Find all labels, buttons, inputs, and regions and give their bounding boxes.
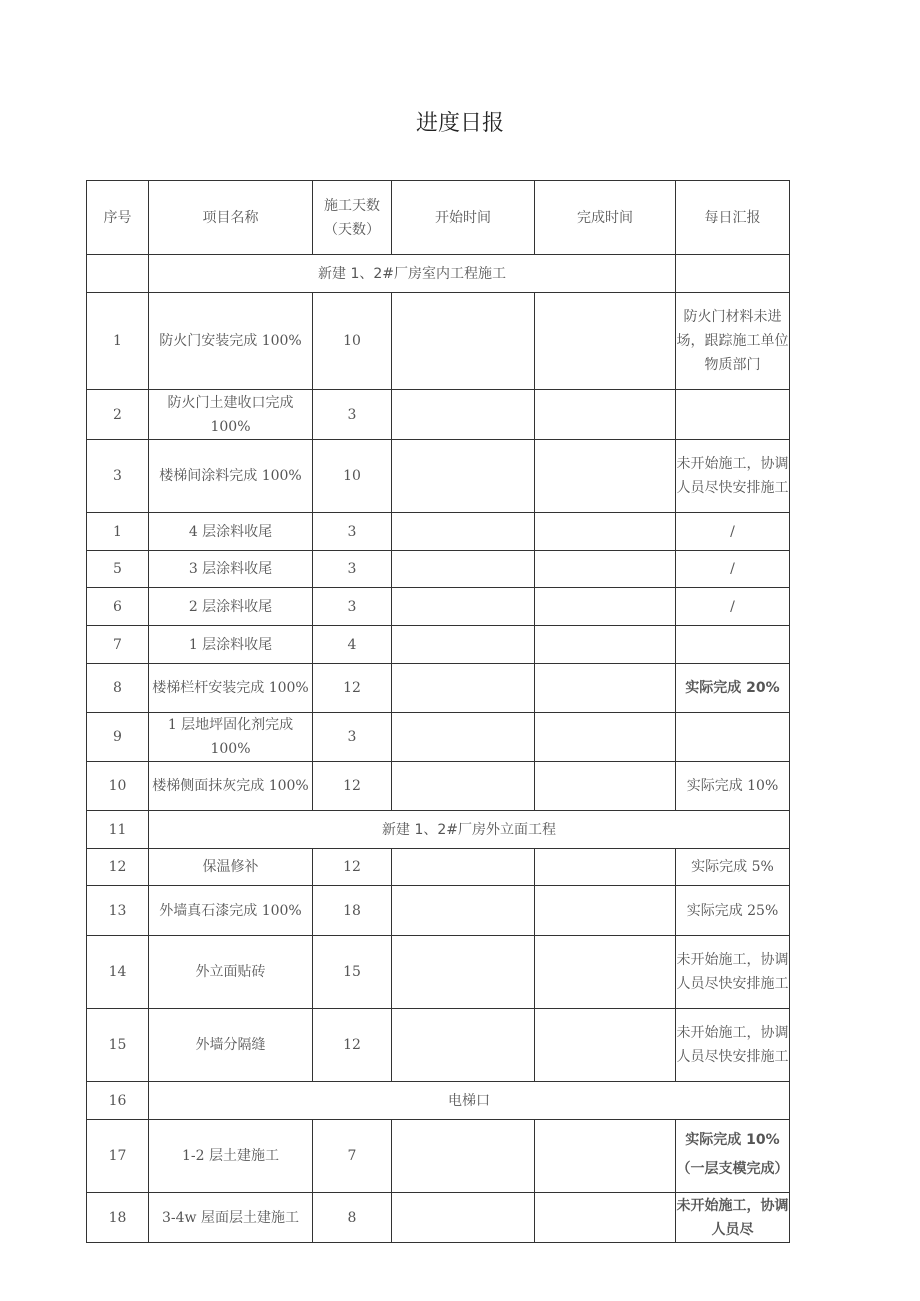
row-seq: 14 [87,936,149,1009]
header-days: 施工天数（天数） [313,181,392,255]
row-end [535,762,676,811]
table-row [87,1120,790,1193]
row-start [392,588,535,626]
row-end [535,1120,676,1193]
row-seq: 8 [87,664,149,713]
row-end [535,886,676,936]
table-row [87,1009,790,1082]
row-days: 12 [313,664,392,713]
row-report: 未开始施工，协调人员尽快安排施工 [676,936,790,1009]
row-days: 12 [313,849,392,886]
row-seq: 15 [87,1009,149,1082]
row-end [535,1009,676,1082]
table-row [87,588,790,626]
row-report: 实际完成 25% [676,886,790,936]
header-report: 每日汇报 [676,181,790,255]
row-start [392,762,535,811]
row-name: 外墙真石漆完成 100% [149,886,313,936]
header-end: 完成时间 [535,181,676,255]
row-start [392,440,535,513]
row-report: 未开始施工，协调人员尽快安排施工 [676,440,790,513]
row-seq: 7 [87,626,149,664]
row-end [535,936,676,1009]
row-report [676,713,790,762]
section-elevator: 电梯口 [149,1082,790,1120]
row-end [535,626,676,664]
row-days: 3 [313,588,392,626]
row-start [392,1120,535,1193]
row-name: 防火门土建收口完成 100% [149,390,313,440]
row-days: 10 [313,293,392,390]
header-name: 项目名称 [149,181,313,255]
row-seq: 1 [87,513,149,551]
page-title: 进度日报 [415,111,504,136]
row-name: 外墙分隔缝 [149,1009,313,1082]
row-days: 3 [313,390,392,440]
row-days: 10 [313,440,392,513]
row-seq: 1 [87,293,149,390]
row-start [392,713,535,762]
table-row [87,390,790,440]
row-start [392,513,535,551]
section-facade: 新建 1、2#厂房外立面工程 [149,811,790,849]
header-seq: 序号 [87,181,149,255]
table-row [87,849,790,886]
row-name: 防火门安装完成 100% [149,293,313,390]
row-report: / [676,588,790,626]
row-seq: 18 [87,1193,149,1243]
table-row [87,293,790,390]
row-start [392,390,535,440]
row-name: 外立面贴砖 [149,936,313,1009]
row-seq: 10 [87,762,149,811]
row-seq: 17 [87,1120,149,1193]
row-end [535,513,676,551]
table-row [87,936,790,1009]
row-report [676,1120,790,1193]
row-report [676,1193,790,1243]
row-report: 未开始施工，协调人员尽快安排施工 [676,1009,790,1082]
section-row [87,811,790,849]
progress-table [86,180,790,1243]
row-days: 4 [313,626,392,664]
table-row [87,713,790,762]
row-report: 实际完成 20% [676,664,790,713]
row-days: 3 [313,713,392,762]
row-start [392,886,535,936]
row-end [535,390,676,440]
row-name: 3-4w 屋面层土建施工 [149,1193,313,1243]
table-row [87,664,790,713]
row-report: / [676,551,790,588]
row-end [535,849,676,886]
row-start [392,936,535,1009]
row-start [392,664,535,713]
header-row [87,181,790,255]
section-row [87,255,790,293]
row-start [392,626,535,664]
row-seq: 3 [87,440,149,513]
row-name: 保温修补 [149,849,313,886]
row-days: 3 [313,513,392,551]
table-row [87,626,790,664]
row-seq: 16 [87,1082,149,1120]
header-start: 开始时间 [392,181,535,255]
row-start [392,1009,535,1082]
row-report [676,390,790,440]
table-row [87,886,790,936]
row-start [392,551,535,588]
row-end [535,1193,676,1243]
row-name: 楼梯侧面抹灰完成 100% [149,762,313,811]
row-report-text: 实际完成 10%（一层支模完成） [676,1132,789,1177]
row-start [392,1193,535,1243]
row-end [535,713,676,762]
section-indoor: 新建 1、2#厂房室内工程施工 [149,255,676,293]
row-seq: 11 [87,811,149,849]
row-report: 实际完成 10% [676,762,790,811]
row-end [535,588,676,626]
row-report: / [676,513,790,551]
row-days: 12 [313,1009,392,1082]
row-days: 3 [313,551,392,588]
row-days: 12 [313,762,392,811]
row-seq: 9 [87,713,149,762]
row-seq: 5 [87,551,149,588]
row-report [676,626,790,664]
table-row [87,440,790,513]
row-name: 1 层地坪固化剂完成 100% [149,713,313,762]
row-name: 1-2 层土建施工 [149,1120,313,1193]
row-seq: 12 [87,849,149,886]
section-row [87,1082,790,1120]
row-report: 实际完成 5% [676,849,790,886]
table-row [87,513,790,551]
row-days: 15 [313,936,392,1009]
table-row [87,551,790,588]
row-start [392,293,535,390]
row-end [535,551,676,588]
row-name: 1 层涂料收尾 [149,626,313,664]
row-days: 7 [313,1120,392,1193]
row-end [535,440,676,513]
row-name: 楼梯栏杆安装完成 100% [149,664,313,713]
row-seq: 13 [87,886,149,936]
row-end [535,293,676,390]
row-start [392,849,535,886]
row-days: 8 [313,1193,392,1243]
row-seq: 6 [87,588,149,626]
table-row [87,762,790,811]
row-name: 4 层涂料收尾 [149,513,313,551]
row-report: 防火门材料未进场，跟踪施工单位物质部门 [676,293,790,390]
row-name: 2 层涂料收尾 [149,588,313,626]
row-report-text: 未开始施工，协调人员尽 [676,1197,789,1238]
row-name: 3 层涂料收尾 [149,551,313,588]
row-name: 楼梯间涂料完成 100% [149,440,313,513]
table-row [87,1193,790,1243]
row-days: 18 [313,886,392,936]
row-end [535,664,676,713]
row-seq: 2 [87,390,149,440]
